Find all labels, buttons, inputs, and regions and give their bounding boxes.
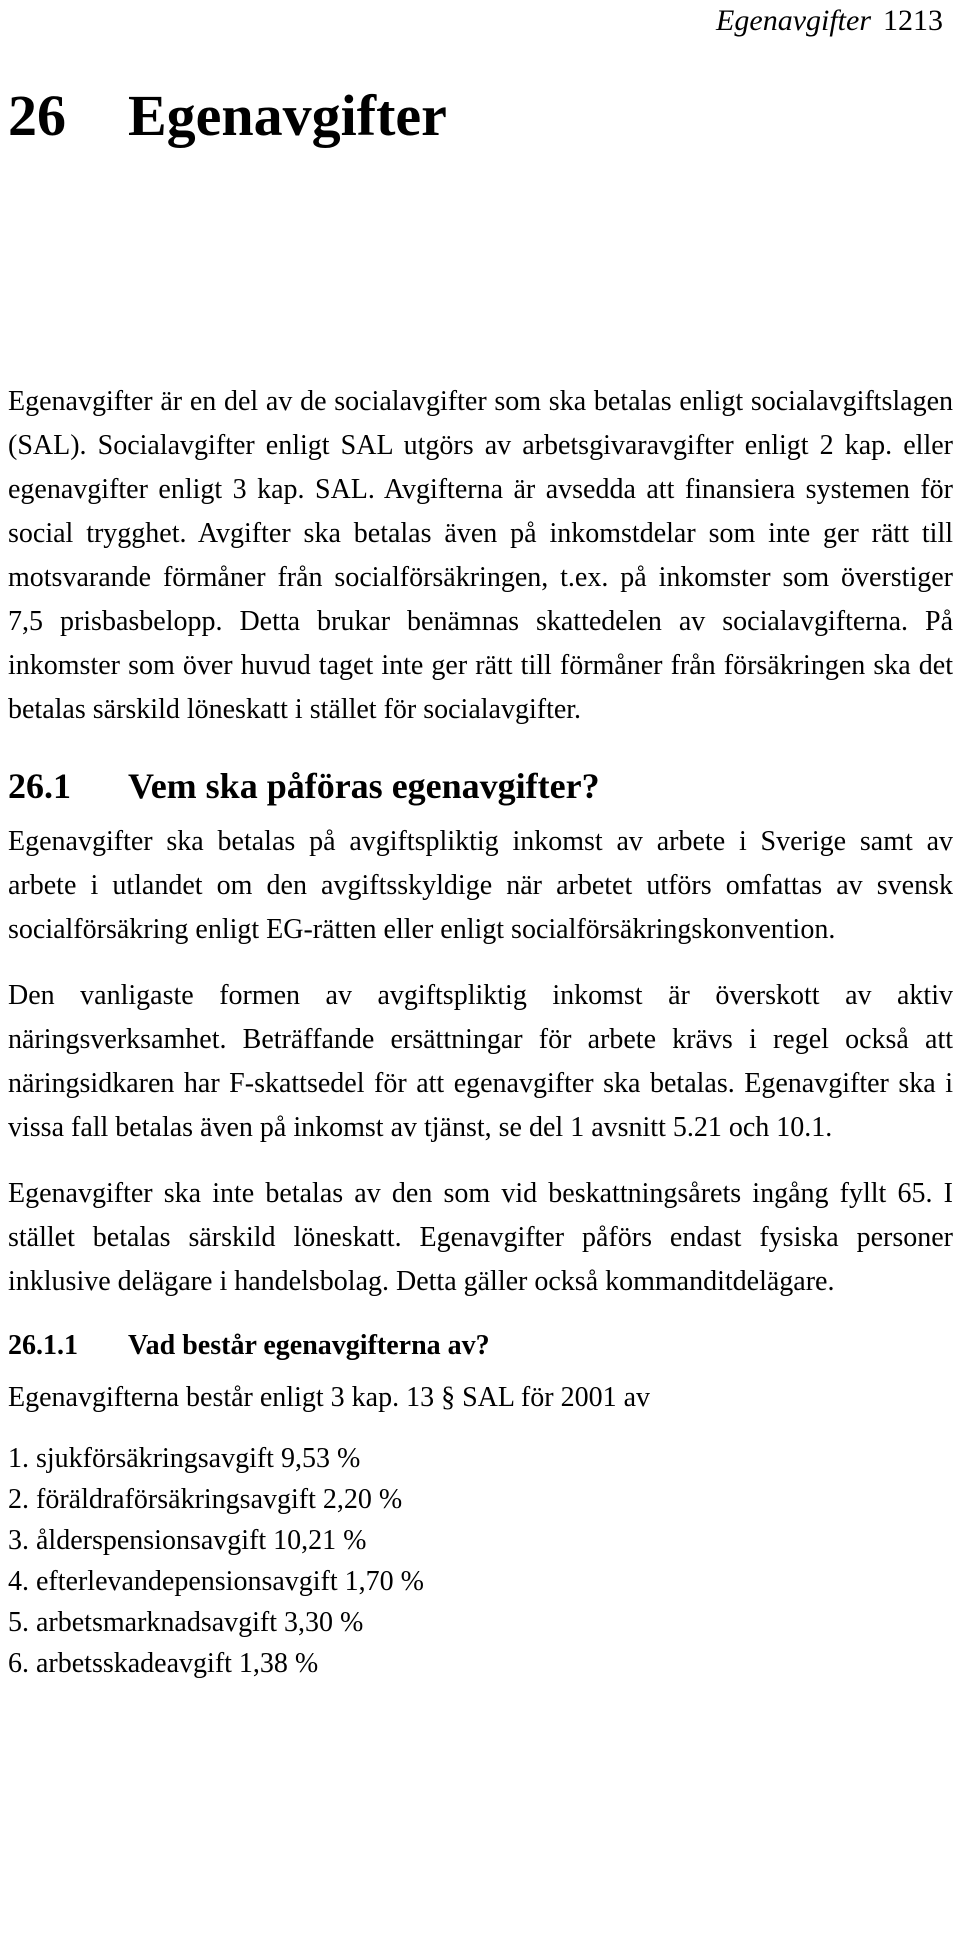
fee-list (8, 1438, 953, 1684)
chapter-number: 26 (8, 83, 66, 148)
intro-paragraph: Egenavgifter är en del av de socialavgifter som ska betalas enligt socialavgiftslagen (SAL). Socialavgifter enligt SAL utgörs av arbetsgivaravgifter enligt 2 kap. eller egenavgifter enligt 3 kap. SAL. Avgifterna är avsedda att finansiera systemen för social trygghet. Avgifter ska betalas även på inkomstdelar som inte ger rätt till motsvarande förmåner från socialförsäkringen, t.ex. på inkomster som överstiger 7,5 prisbasbelopp. Detta brukar benämnas skattedelen av socialavgifterna. På inkomster som över huvud taget inte ger rätt till förmåner från försäkringen ska det betalas särskild löneskatt i stället för socialavgifter. (8, 386, 953, 725)
subsection-number: 26.1.1 (8, 1330, 78, 1361)
running-header-title: Egenavgifter (716, 4, 871, 37)
list-item: 4. efterlevandepensionsavgift 1,70 % (8, 1566, 424, 1597)
section-paragraph: Egenavgifter ska inte betalas av den som vid beskattningsårets ingång fyllt 65. I stället betalas särskild löneskatt. Egenavgifter påförs endast fysiska personer inklusive delägare i handelsbolag. Detta gäller också kommanditdelägare. (8, 1178, 953, 1297)
section-heading (8, 762, 953, 810)
list-item: 5. arbetsmarknadsavgift 3,30 % (8, 1607, 364, 1638)
section-paragraph: Den vanligaste formen av avgiftspliktig inkomst är överskott av aktiv näringsverksamhet. Beträffande ersättningar för arbete krävs i regel också att näringsidkaren har F-skattsedel för att egenavgifter ska betalas. Egenavgifter ska i vissa fall betalas även på inkomst av tjänst, se del 1 avsnitt 5.21 och 10.1. (8, 980, 953, 1143)
document-body (8, 380, 953, 1684)
running-header (716, 6, 943, 36)
list-item: 3. ålderspensionsavgift 10,21 % (8, 1525, 367, 1556)
section-title: Vem ska påföras egenavgifter? (128, 766, 600, 806)
subsection-heading (8, 1326, 953, 1366)
section-paragraph: Egenavgifter ska betalas på avgiftspliktig inkomst av arbete i Sverige samt av arbete i utlandet om den avgiftsskyldige när arbetet utförs omfattas av svensk socialförsäkring enligt EG-rätten eller enligt socialförsäkringskonvention. (8, 826, 953, 945)
subsection-title: Vad består egenavgifterna av? (128, 1330, 490, 1361)
subsection-lead: Egenavgifterna består enligt 3 kap. 13 § SAL för 2001 av (8, 1382, 651, 1413)
list-item: 6. arbetsskadeavgift 1,38 % (8, 1648, 319, 1679)
page-number: 1213 (883, 4, 943, 37)
chapter-title (8, 84, 447, 148)
list-item: 2. föräldraförsäkringsavgift 2,20 % (8, 1484, 403, 1515)
list-item: 1. sjukförsäkringsavgift 9,53 % (8, 1443, 361, 1474)
chapter-title-text: Egenavgifter (128, 83, 447, 148)
section-number: 26.1 (8, 766, 71, 806)
